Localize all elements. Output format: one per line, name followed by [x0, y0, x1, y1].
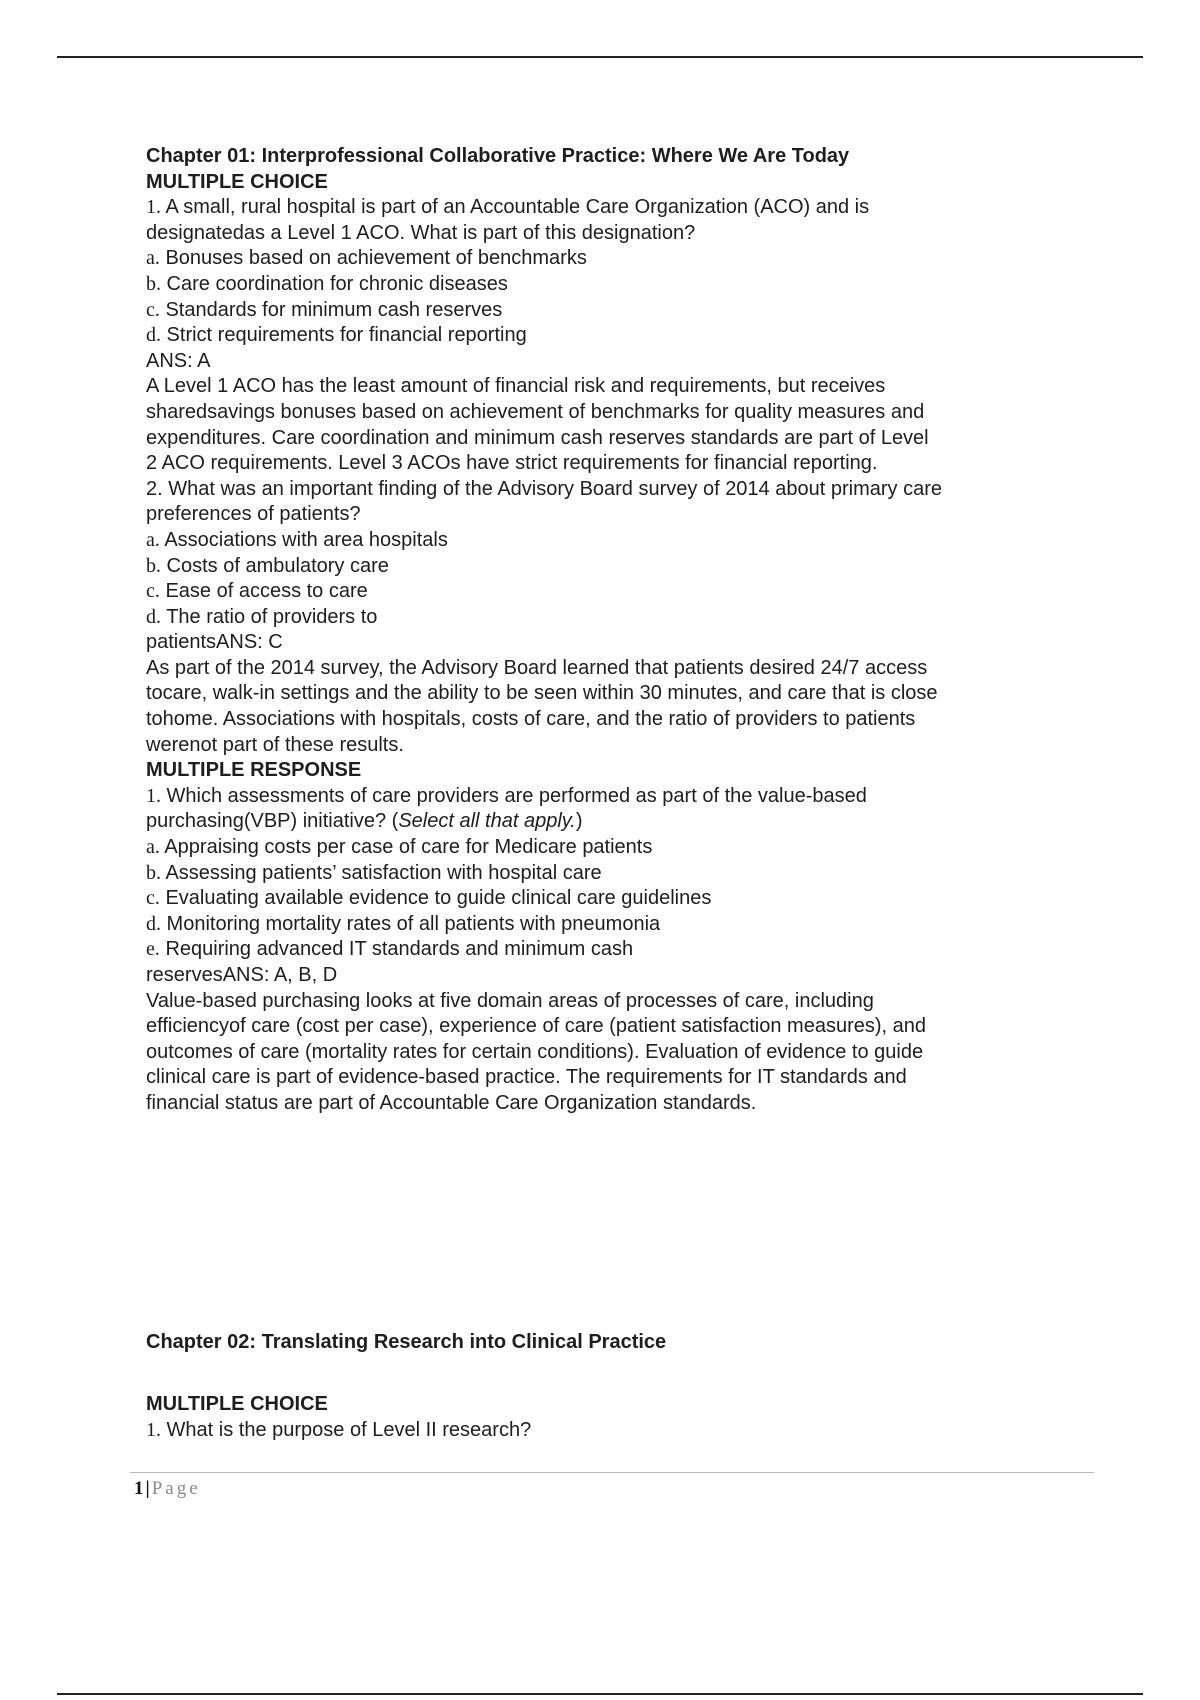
- rationale-line: 2 ACO requirements. Level 3 ACOs have strict requirements for financial reporting.: [146, 452, 878, 475]
- answer: ANS: A: [146, 349, 211, 372]
- mr-question-1-line-1: 1. Which assessments of care providers are performed as part of the value-based: [146, 784, 867, 807]
- question-number: 1.: [146, 784, 161, 807]
- option-c: c. Standards for minimum cash reserves: [146, 298, 503, 321]
- option-d: d. Monitoring mortality rates of all patients with pneumonia: [146, 912, 661, 935]
- chapter-02-questions: [146, 1392, 1046, 1443]
- rationale-line: tohome. Associations with hospitals, costs of care, and the ratio of providers to patients: [146, 708, 916, 731]
- answer: patientsANS: C: [146, 631, 283, 654]
- rationale-line: tocare, walk-in settings and the ability to be seen within 30 minutes, and care that is close: [146, 682, 938, 705]
- bottom-rule: [57, 1693, 1143, 1695]
- page-footer: [134, 1478, 201, 1500]
- question-2-line-1: 2. What was an important finding of the Advisory Board survey of 2014 about primary care: [146, 477, 942, 500]
- chapter-02-title: Chapter 02: Translating Research into Clinical Practice: [146, 1331, 667, 1353]
- rationale-line: As part of the 2014 survey, the Advisory Board learned that patients desired 24/7 access: [146, 656, 928, 679]
- rationale-line: Value-based purchasing looks at five domain areas of processes of care, including: [146, 989, 874, 1012]
- question-2-line-2: preferences of patients?: [146, 503, 361, 526]
- multiple-choice-heading: MULTIPLE CHOICE: [146, 170, 328, 193]
- question-1-line-1: 1. A small, rural hospital is part of an Accountable Care Organization (ACO) and is: [146, 196, 870, 219]
- option-a: a. Bonuses based on achievement of benchmarks: [146, 247, 587, 270]
- option-a: a. Associations with area hospitals: [146, 528, 448, 551]
- option-a: a. Appraising costs per case of care for Medicare patients: [146, 836, 653, 859]
- chapter-01-title: Chapter 01: Interprofessional Collaborative Practice: Where We Are Today: [146, 145, 850, 167]
- option-c: c. Evaluating available evidence to guide clinical care guidelines: [146, 887, 712, 910]
- question-1-line-2: designatedas a Level 1 ACO. What is part of this designation?: [146, 221, 696, 244]
- rationale-line: efficiencyof care (cost per case), experience of care (patient satisfaction measures), and: [146, 1015, 927, 1038]
- question-number: 2.: [146, 477, 163, 500]
- mr-question-1-line-2: purchasing(VBP) initiative? (Select all that apply.): [146, 810, 583, 833]
- option-d: d. Strict requirements for financial reporting: [146, 324, 527, 347]
- rationale-line: outcomes of care (mortality rates for certain conditions). Evaluation of evidence to guide: [146, 1040, 924, 1063]
- footer-separator: |: [145, 1478, 150, 1499]
- rationale-line: financial status are part of Accountable Care Organization standards.: [146, 1091, 757, 1114]
- select-all-instruction: Select all that apply.: [398, 810, 576, 833]
- option-b: b. Care coordination for chronic diseases: [146, 272, 508, 295]
- chapter-02-question-1: 1. What is the purpose of Level II research?: [146, 1418, 532, 1441]
- option-b: b. Costs of ambulatory care: [146, 554, 389, 577]
- option-c: c. Ease of access to care: [146, 580, 368, 603]
- rationale-line: expenditures. Care coordination and minimum cash reserves standards are part of Level: [146, 426, 929, 449]
- rationale-line: clinical care is part of evidence-based practice. The requirements for IT standards and: [146, 1066, 907, 1089]
- header-rule: [57, 56, 1143, 58]
- chapter-01-section: [146, 144, 1046, 1117]
- option-e: e. Requiring advanced IT standards and minimum cash: [146, 938, 634, 961]
- multiple-response-heading: MULTIPLE RESPONSE: [146, 759, 362, 782]
- multiple-choice-heading: MULTIPLE CHOICE: [146, 1393, 328, 1415]
- option-b: b. Assessing patients’ satisfaction with hospital care: [146, 861, 602, 884]
- page-number: 1: [134, 1478, 144, 1499]
- rationale-line: sharedsavings bonuses based on achievement of benchmarks for quality measures and: [146, 400, 925, 423]
- option-d: d. The ratio of providers to: [146, 605, 378, 628]
- page-label: Page: [151, 1478, 201, 1499]
- chapter-02-section: [146, 1330, 1046, 1356]
- answer: reservesANS: A, B, D: [146, 964, 338, 986]
- footer-rule: [130, 1472, 1094, 1473]
- question-number: 1.: [146, 1418, 161, 1441]
- rationale-line: werenot part of these results.: [146, 733, 404, 756]
- rationale-line: A Level 1 ACO has the least amount of financial risk and requirements, but receives: [146, 375, 886, 398]
- question-number: 1.: [146, 196, 161, 219]
